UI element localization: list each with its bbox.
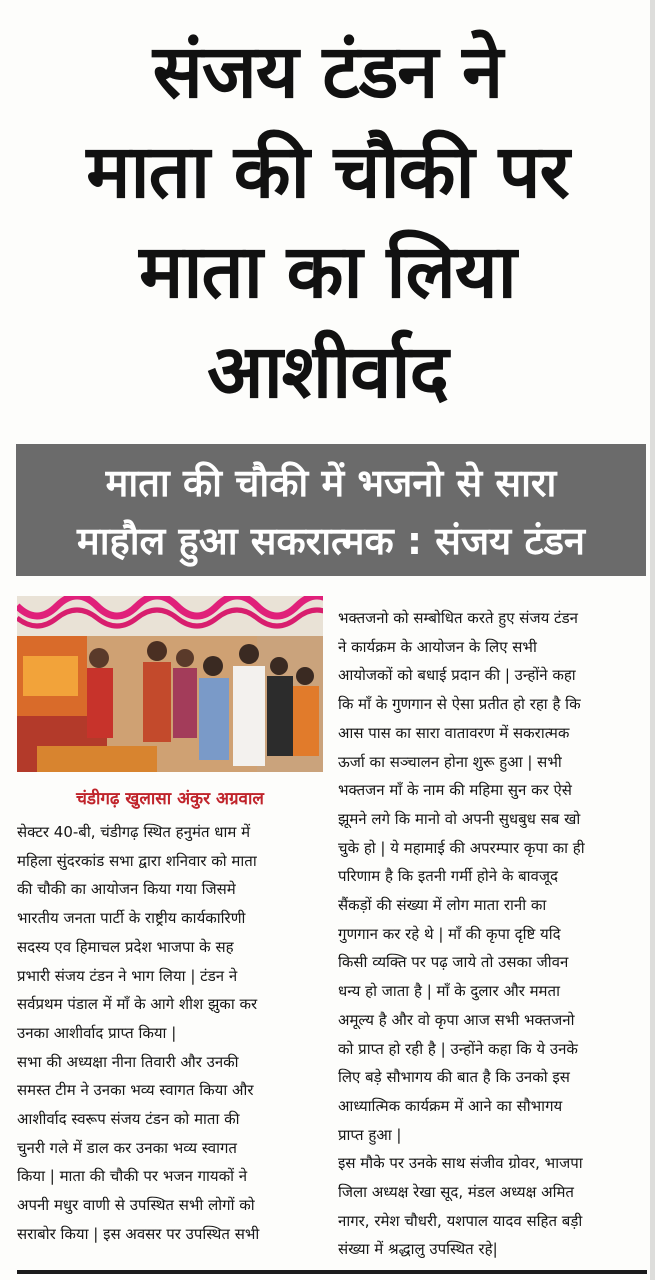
text-line: लिए बड़े सौभागय की बात है कि उनको इस	[338, 1068, 570, 1087]
text-line: किया | माता की चौकी पर भजन गायकों ने	[17, 1167, 248, 1186]
text-line: परिणाम है कि इतनी गर्मी होने के बावजूद	[338, 867, 558, 886]
headline	[10, 22, 645, 422]
text-line: समस्त टीम ने उनका भव्य स्वागत किया और	[17, 1081, 254, 1100]
text-line: जिला अध्यक्ष रेखा सूद, मंडल अध्यक्ष अमित	[338, 1183, 574, 1202]
text-line: सेक्टर 40-बी, चंडीगढ़ स्थित हनुमंत धाम में	[17, 823, 251, 841]
text-line: इस मौके पर उनके साथ संजीव ग्रोवर, भाजपा	[338, 1154, 583, 1173]
headline-line-4: आशीर्वाद	[207, 329, 448, 415]
byline: चंडीगढ़ खुलासा अंकुर अग्रवाल	[76, 789, 264, 809]
event-photo	[17, 596, 323, 772]
text-line: उनका आशीर्वाद प्राप्त किया |	[17, 1023, 177, 1042]
text-line: धन्य हो जाता है | माँ के दुलार और ममता	[338, 982, 560, 1001]
bottom-rule	[17, 1270, 647, 1274]
text-line: को प्राप्त हो रही है | उन्होंने कहा कि ये उनके	[338, 1039, 578, 1058]
subheadline-banner	[16, 444, 646, 576]
article-right-column	[338, 604, 644, 1264]
text-line: प्रभारी संजय टंडन ने भाग लिया | टंडन ने	[17, 966, 238, 985]
text-line: सभा की अध्यक्षा नीना तिवारी और उनकी	[17, 1052, 239, 1071]
text-line: सर्वप्रथम पंडाल में माँ के आगे शीश झुका कर	[17, 995, 258, 1014]
text-line: सराबोर किया | इस अवसर पर उपस्थित सभी	[17, 1224, 260, 1243]
text-line: आशीर्वाद स्वरूप संजय टंडन को माता की	[17, 1110, 240, 1129]
text-line: भक्तजनो को सम्बोधित करते हुए संजय टंडन	[338, 609, 578, 627]
page-edge	[650, 0, 655, 1280]
text-line: प्राप्त हुआ |	[338, 1125, 402, 1144]
text-line: अपनी मधुर वाणी से उपस्थित सभी लोगों को	[17, 1196, 255, 1215]
text-line: ऊर्जा का सञ्चालन होना शुरू हुआ | सभी	[338, 752, 562, 771]
event-photo-illustration	[17, 596, 323, 772]
text-line: सैंकड़ों की संख्या में लोग माता रानी का	[338, 896, 547, 915]
text-line: आस पास का सारा वातावरण में सकरात्मक	[338, 723, 570, 742]
text-line: भारतीय जनता पार्टी के राष्ट्रीय कार्यकारिणी	[17, 909, 246, 928]
text-line: ने कार्यक्रम के आयोजन के लिए सभी	[338, 637, 537, 656]
text-line: की चौकी का आयोजन किया गया जिसमे	[17, 880, 236, 899]
headline-line-1: संजय टंडन ने	[152, 29, 503, 115]
text-line: चुके हो | ये महामाई की अपरम्पार कृपा का ही	[338, 838, 585, 857]
text-line: अमूल्य है और वो कृपा आज सभी भक्तजनो	[338, 1010, 575, 1029]
text-line: आयोजकों को बधाई प्रदान की | उन्होंने कहा	[338, 666, 576, 685]
headline-line-2: माता की चौकी पर	[86, 129, 569, 215]
text-line: कि माँ के गुणगान से ऐसा प्रतीत हो रहा है कि	[338, 695, 581, 714]
text-line: नागर, रमेश चौधरी, यशपाल यादव सहित बड़ी	[338, 1211, 583, 1230]
text-line: गुणगान कर रहे थे | माँ की कृपा दृष्टि यदि	[338, 924, 561, 943]
headline-line-3: माता का लिया	[139, 229, 516, 315]
subheadline-line-1: माता की चौकी में भजनो से सारा	[105, 461, 557, 505]
text-line: महिला सुंदरकांड सभा द्वारा शनिवार को माता	[17, 851, 257, 870]
subheadline-line-2: माहौल हुआ सकरात्मक : संजय टंडन	[76, 519, 586, 563]
text-line: चुनरी गले में डाल कर उनका भव्य स्वागत	[17, 1138, 237, 1157]
article-left-column	[17, 818, 327, 1249]
text-line: किसी व्यक्ति पर पढ़ जाये तो उसका जीवन	[338, 953, 569, 972]
text-line: सदस्य एव हिमाचल प्रदेश भाजपा के सह	[17, 937, 234, 956]
text-line: भक्तजन माँ के नाम की महिमा सुन कर ऐसे	[338, 781, 572, 800]
text-line: झूमने लगे कि मानो वो अपनी सुधबुध सब खो	[338, 809, 581, 828]
text-line: आध्यात्मिक कार्यक्रम में आने का सौभागय	[338, 1096, 563, 1115]
text-line: संख्या में श्रद्धालु उपस्थित रहे|	[338, 1240, 498, 1259]
